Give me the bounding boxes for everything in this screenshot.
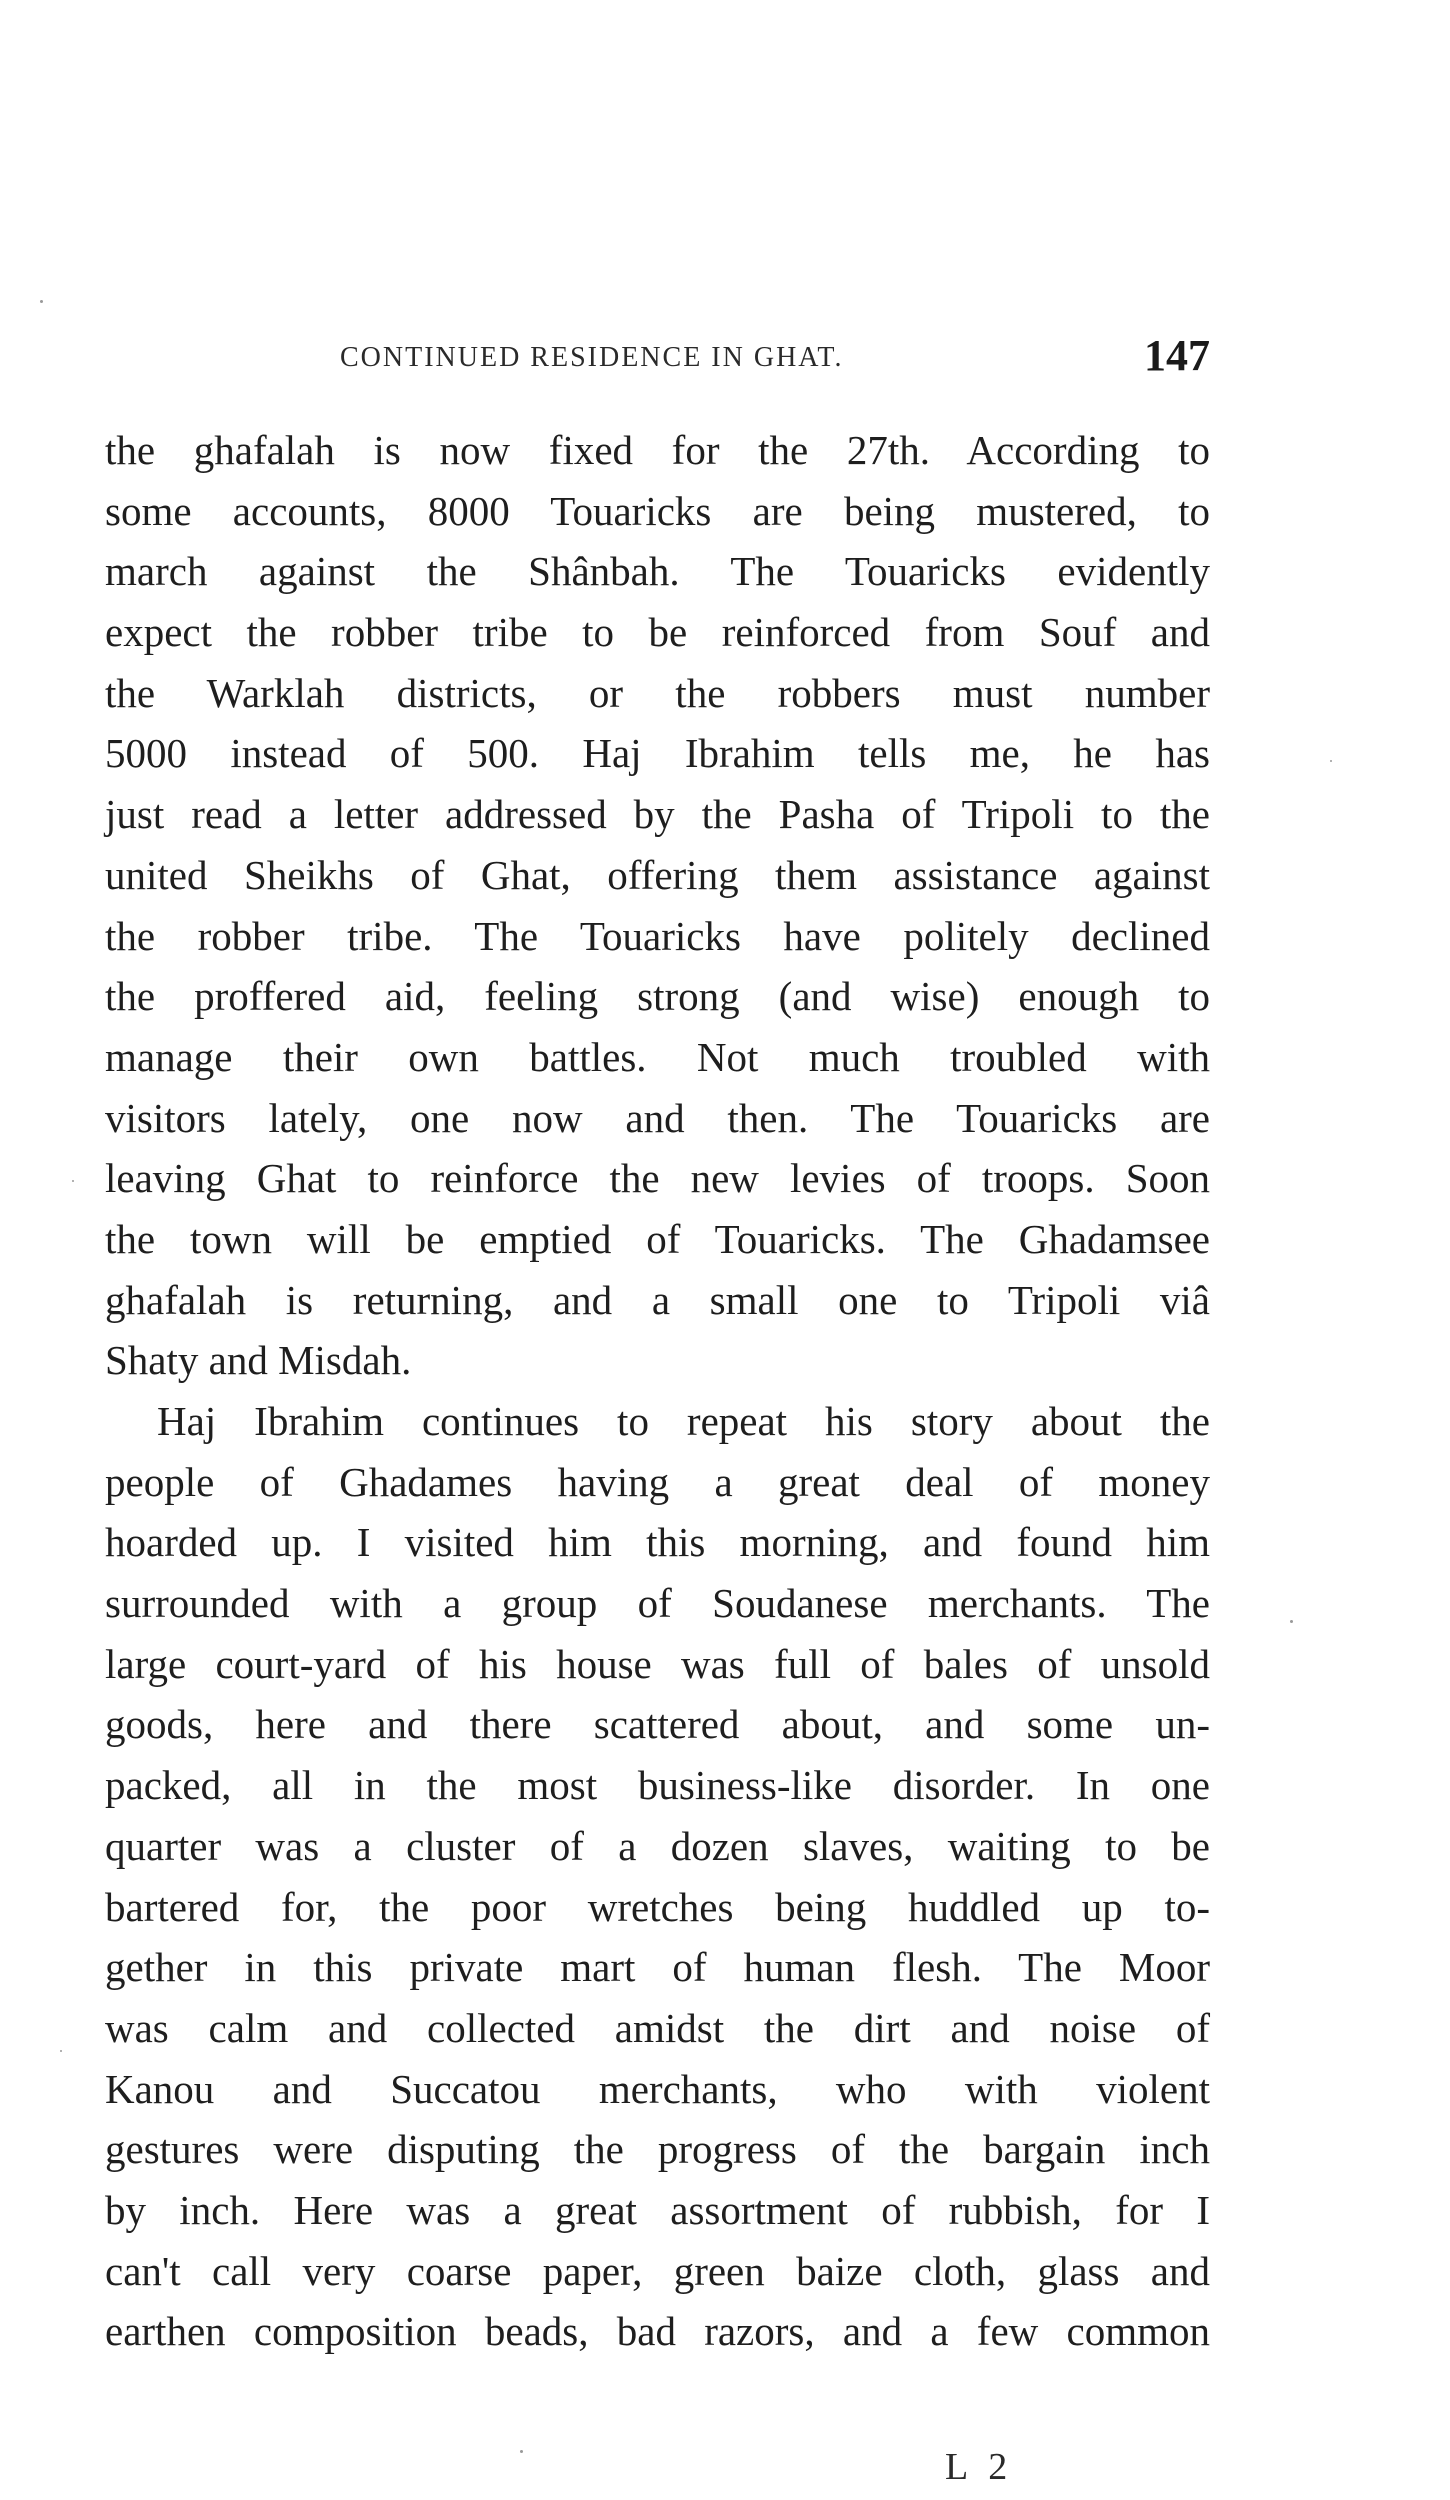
text-line: hoarded up. I visited him this morning, and found him [105, 1519, 1210, 1566]
text-line: was calm and collected amidst the dirt and noise of [105, 2004, 1210, 2051]
text-line: ghafalah is returning, and a small one to Tripoli viâ [105, 1276, 1210, 1323]
running-title: CONTINUED RESIDENCE IN GHAT. [340, 342, 844, 373]
text-line: visitors lately, one now and then. The Touaricks are [105, 1094, 1210, 1141]
text-line: march against the Shânbah. The Touaricks evidently [105, 548, 1210, 595]
text-line: people of Ghadames having a great deal of money [105, 1458, 1210, 1505]
text-line: the robber tribe. The Touaricks have politely declined [105, 912, 1210, 959]
text-line: united Sheikhs of Ghat, offering them assistance against [105, 851, 1210, 898]
print-speck [72, 1180, 74, 1182]
print-speck [1330, 760, 1332, 762]
text-line: gestures were disputing the progress of the bargain inch [105, 2126, 1210, 2173]
text-line: the town will be emptied of Touaricks. The Ghadamsee [105, 1215, 1210, 1262]
text-line: Kanou and Succatou merchants, who with violent [105, 2065, 1210, 2112]
text-line: expect the robber tribe to be reinforced from Souf and [105, 609, 1210, 656]
text-line: gether in this private mart of human flesh. The Moor [105, 1944, 1210, 1991]
text-line: 5000 instead of 500. Haj Ibrahim tells me, he has [105, 730, 1210, 777]
text-line: some accounts, 8000 Touaricks are being mustered, to [105, 487, 1210, 534]
body-text [105, 420, 1210, 2362]
signature-mark: L 2 [945, 2446, 1014, 2488]
text-line: by inch. Here was a great assortment of rubbish, for I [105, 2186, 1210, 2233]
print-speck [520, 2450, 523, 2453]
running-head [300, 330, 1210, 390]
page-number: 147 [1144, 331, 1210, 380]
text-line: packed, all in the most business-like disorder. In one [105, 1762, 1210, 1809]
paragraph-end-line: Shaty and Misdah. [105, 1337, 412, 1384]
text-line: earthen composition beads, bad razors, and a few common [105, 2308, 1210, 2355]
text-line: goods, here and there scattered about, and some un- [105, 1701, 1210, 1748]
text-line: surrounded with a group of Soudanese merchants. The [105, 1580, 1210, 1627]
print-speck [1290, 1620, 1293, 1623]
print-speck [40, 300, 43, 303]
text-line: leaving Ghat to reinforce the new levies of troops. Soon [105, 1155, 1210, 1202]
text-line: bartered for, the poor wretches being huddled up to- [105, 1883, 1210, 1930]
text-line: manage their own battles. Not much troubled with [105, 1033, 1210, 1080]
text-line: quarter was a cluster of a dozen slaves, waiting to be [105, 1822, 1210, 1869]
text-line: the ghafalah is now fixed for the 27th. According to [105, 427, 1210, 473]
paragraph-start-line: Haj Ibrahim continues to repeat his story about the [157, 1398, 1210, 1444]
print-speck [60, 2050, 62, 2052]
text-line: the proffered aid, feeling strong (and wise) enough to [105, 973, 1210, 1020]
text-line: just read a letter addressed by the Pasha of Tripoli to the [105, 791, 1210, 838]
text-line: large court-yard of his house was full of bales of unsold [105, 1640, 1210, 1687]
text-line: can't call very coarse paper, green baize cloth, glass and [105, 2247, 1210, 2294]
text-line: the Warklah districts, or the robbers must number [105, 669, 1210, 716]
